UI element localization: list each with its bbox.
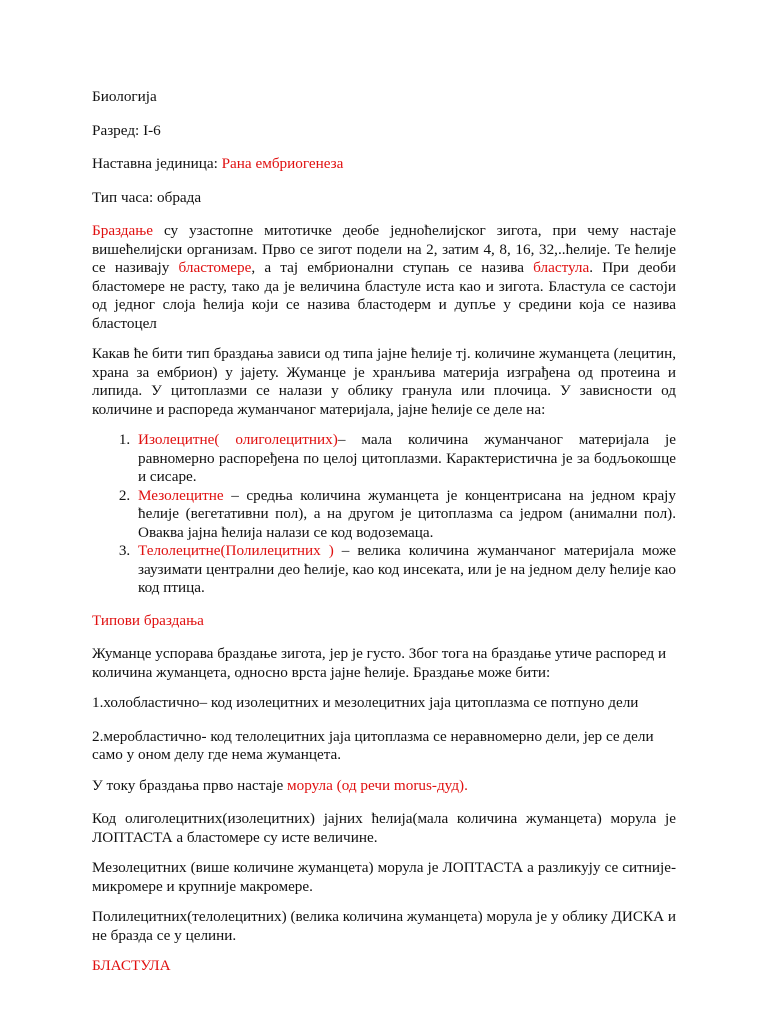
term-cleavage: Браздање bbox=[92, 222, 153, 239]
blastula-heading: БЛАСТУЛА bbox=[92, 957, 171, 974]
morula-prefix: У току браздања прво настаје bbox=[92, 776, 288, 794]
egg-types-list bbox=[92, 431, 676, 598]
grade-line: Разред: I-6 bbox=[92, 121, 161, 139]
egg-type-term: Телолецитне(Полилецитних ) bbox=[138, 542, 334, 559]
subject-line: Биологија bbox=[92, 88, 157, 105]
egg-type-text: – мала количина жуманчаног материјала је равномерно распоређена по целој цитоплазми. Карактеристична је за бодљокошце и сисаре. bbox=[138, 431, 677, 485]
list-item bbox=[134, 542, 676, 598]
unit-label: Наставна јединица: bbox=[92, 155, 222, 172]
intro-text-2: , а тај ембрионални ступањ се назива bbox=[251, 259, 534, 276]
unit-line bbox=[92, 155, 676, 174]
term-blastula: бластула bbox=[533, 259, 590, 276]
morula-oligo-paragraph: Код олиголецитних(изолецитних) јајних ћелија(мала количина жуманцета) морула је ЛОПТАСТА а бластомере су исте величине. bbox=[92, 810, 676, 846]
list-item bbox=[134, 431, 676, 487]
class-type-line: Тип часа: обрада bbox=[92, 188, 202, 206]
egg-type-term: Мезолецитне bbox=[138, 486, 224, 504]
morula-poly-paragraph: Полилецитних(телолецитних) (велика количина жуманцета) морула је у облику ДИСКА и не бразда се у целини. bbox=[92, 908, 676, 944]
term-blastomeres: бластомере bbox=[178, 259, 252, 276]
egg-type-text: – велика количина жуманчаног материјала може заузимати централни део ћелије, као код инсеката, или је на једном делу ћелије као код птица. bbox=[138, 542, 676, 596]
list-item bbox=[134, 487, 676, 543]
yolk-effect-paragraph: Жуманце успорава браздање зигота, јер је густо. Због тога на браздање утиче распоред и количина жуманцета, односно врста јајне ћелије. Браздање може бити: bbox=[92, 645, 667, 681]
intro-text-1: су узастопне митотичке деобе једноћелијског зигота, при чему настаје вишећелијски организам. Прво се зигот подели на 2, затим 4, 8, 16, 32,..ћелије. Те ћелије се називају bbox=[92, 222, 676, 276]
cleavage-depends-paragraph: Какав ће бити тип браздања зависи од типа јајне ћелије тј. количине жуманцета (лецитин, храна за ембрион) у јајету. Жуманце је хранљива материја изграђена од протеина и липида. У цитоплазми се налази у облику гранула или плочица. У зависности од количине и распореда жуманчаног материјала, јајне ћелије се деле на: bbox=[92, 345, 676, 418]
morula-meso-paragraph: Мезолецитних (више количине жуманцета) морула је ЛОПТАСТА а разликују се ситније- микромере и крупније макромере. bbox=[92, 859, 676, 895]
intro-text-3: . При деоби бластомере не расту, тако да је величина бластуле иста као и зигота. Бластула се састоји од једног слоја ћелија који се назива бластодерм и дупље у средини која се назива бластоцел bbox=[92, 259, 676, 332]
holoblastic-paragraph: 1.холобластично– код изолецитних и мезолецитних јаја цитоплазма се потпуно дели bbox=[92, 694, 639, 711]
meroblastic-paragraph: 2.меробластично- код телолецитних јаја цитоплазма се неравномерно дели, јер се дели само у оном делу где нема жуманцета. bbox=[92, 727, 654, 763]
unit-value: Рана ембриогенеза bbox=[221, 155, 344, 172]
egg-type-text: – средња количина жуманцета је концентрисана на једном крају ћелије (вегетативни пол), а на другом је цитоплазма са једром (анимални пол). Оваква јајна ћелија налази се код водоземаца. bbox=[138, 486, 676, 541]
morula-paragraph bbox=[92, 777, 676, 796]
egg-type-term: Изолецитне( олиголецитних) bbox=[138, 431, 338, 448]
types-heading: Типови браздања bbox=[92, 611, 204, 629]
intro-paragraph bbox=[92, 222, 676, 333]
morula-term: морула (од речи morus-дуд). bbox=[287, 776, 468, 794]
